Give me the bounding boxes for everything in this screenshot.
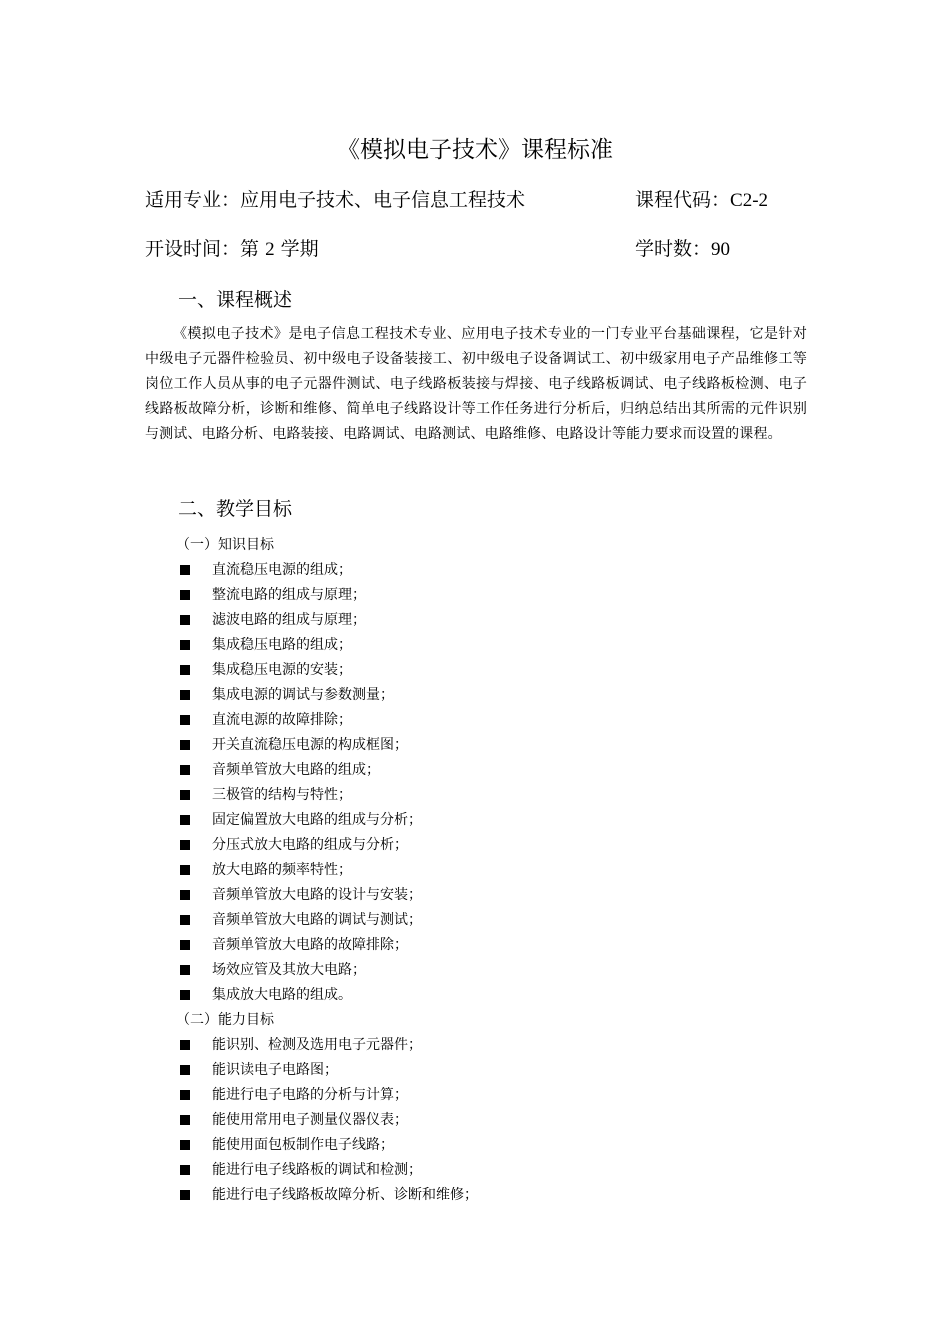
square-bullet-icon bbox=[180, 1190, 190, 1200]
list-item-text: 直流稳压电源的组成； bbox=[212, 562, 352, 578]
major-label: 适用专业：应用电子技术、电子信息工程技术 bbox=[145, 189, 526, 211]
list-item bbox=[178, 908, 422, 933]
ability-objectives-heading: （二）能力目标 bbox=[176, 1012, 274, 1028]
list-item-text: 整流电路的组成与原理； bbox=[212, 587, 366, 603]
term-label-suffix: 学期 bbox=[280, 238, 319, 260]
square-bullet-icon bbox=[180, 840, 190, 850]
square-bullet-icon bbox=[180, 665, 190, 675]
square-bullet-icon bbox=[180, 915, 190, 925]
page-title: 《模拟电子技术》课程标准 bbox=[337, 137, 613, 163]
square-bullet-icon bbox=[180, 640, 190, 650]
term-number: 2 bbox=[265, 239, 275, 260]
square-bullet-icon bbox=[180, 615, 190, 625]
list-item-text: 放大电路的频率特性； bbox=[212, 862, 352, 878]
square-bullet-icon bbox=[180, 715, 190, 725]
course-hours bbox=[635, 234, 730, 265]
list-item-text: 音频单管放大电路的调试与测试； bbox=[212, 912, 422, 928]
list-item-text: 能识别、检测及选用电子元器件； bbox=[212, 1037, 422, 1053]
list-item bbox=[178, 1033, 478, 1058]
course-code-value: C2-2 bbox=[730, 190, 769, 211]
square-bullet-icon bbox=[180, 1115, 190, 1125]
list-item bbox=[178, 633, 422, 658]
list-item bbox=[178, 783, 422, 808]
list-item-text: 滤波电路的组成与原理； bbox=[212, 612, 366, 628]
list-item bbox=[178, 1183, 478, 1208]
list-item-text: 固定偏置放大电路的组成与分析； bbox=[212, 812, 422, 828]
list-item bbox=[178, 558, 422, 583]
list-item-text: 能进行电子电路的分析与计算； bbox=[212, 1087, 408, 1103]
course-code-label: 课程代码： bbox=[635, 189, 731, 211]
square-bullet-icon bbox=[180, 1140, 190, 1150]
list-item bbox=[178, 583, 422, 608]
section-heading-objectives: 二、教学目标 bbox=[178, 498, 293, 520]
list-item bbox=[178, 883, 422, 908]
hours-label: 学时数： bbox=[635, 238, 712, 260]
square-bullet-icon bbox=[180, 815, 190, 825]
list-item-text: 分压式放大电路的组成与分析； bbox=[212, 837, 408, 853]
square-bullet-icon bbox=[180, 1040, 190, 1050]
list-item bbox=[178, 1158, 478, 1183]
course-code bbox=[635, 185, 768, 216]
list-item bbox=[178, 658, 422, 683]
list-item bbox=[178, 1058, 478, 1083]
square-bullet-icon bbox=[180, 740, 190, 750]
square-bullet-icon bbox=[180, 1165, 190, 1175]
square-bullet-icon bbox=[180, 890, 190, 900]
square-bullet-icon bbox=[180, 865, 190, 875]
list-item bbox=[178, 833, 422, 858]
list-item-text: 音频单管放大电路的故障排除； bbox=[212, 937, 408, 953]
list-item-text: 集成放大电路的组成。 bbox=[212, 987, 352, 1003]
list-item-text: 能进行电子线路板的调试和检测； bbox=[212, 1162, 422, 1178]
list-item bbox=[178, 958, 422, 983]
list-item bbox=[178, 683, 422, 708]
hours-value: 90 bbox=[711, 239, 731, 260]
ability-objectives-list bbox=[178, 1033, 478, 1208]
meta-row-major bbox=[145, 185, 805, 215]
list-item-text: 能使用面包板制作电子线路； bbox=[212, 1137, 394, 1153]
list-item-text: 场效应管及其放大电路； bbox=[212, 962, 366, 978]
square-bullet-icon bbox=[180, 1090, 190, 1100]
square-bullet-icon bbox=[180, 790, 190, 800]
list-item-text: 直流电源的故障排除； bbox=[212, 712, 352, 728]
list-item-text: 集成稳压电路的组成； bbox=[212, 637, 352, 653]
list-item-text: 音频单管放大电路的设计与安装； bbox=[212, 887, 422, 903]
list-item bbox=[178, 858, 422, 883]
square-bullet-icon bbox=[180, 565, 190, 575]
term-label-prefix: 开设时间：第 bbox=[145, 238, 260, 260]
list-item-text: 能进行电子线路板故障分析、诊断和维修； bbox=[212, 1187, 478, 1203]
list-item bbox=[178, 1133, 478, 1158]
square-bullet-icon bbox=[180, 940, 190, 950]
square-bullet-icon bbox=[180, 990, 190, 1000]
list-item-text: 能使用常用电子测量仪器仪表； bbox=[212, 1112, 408, 1128]
list-item bbox=[178, 1108, 478, 1133]
knowledge-objectives-list bbox=[178, 558, 422, 1008]
list-item bbox=[178, 608, 422, 633]
section-heading-overview: 一、课程概述 bbox=[178, 289, 293, 311]
square-bullet-icon bbox=[180, 590, 190, 600]
list-item bbox=[178, 1083, 478, 1108]
square-bullet-icon bbox=[180, 765, 190, 775]
list-item-text: 能识读电子电路图； bbox=[212, 1062, 338, 1078]
list-item-text: 集成电源的调试与参数测量； bbox=[212, 687, 394, 703]
list-item bbox=[178, 758, 422, 783]
list-item-text: 三极管的结构与特性； bbox=[212, 787, 352, 803]
list-item bbox=[178, 808, 422, 833]
list-item bbox=[178, 983, 422, 1008]
square-bullet-icon bbox=[180, 965, 190, 975]
list-item-text: 音频单管放大电路的组成； bbox=[212, 762, 380, 778]
meta-row-term bbox=[145, 234, 805, 264]
list-item bbox=[178, 933, 422, 958]
square-bullet-icon bbox=[180, 1065, 190, 1075]
square-bullet-icon bbox=[180, 690, 190, 700]
list-item bbox=[178, 708, 422, 733]
list-item bbox=[178, 733, 422, 758]
overview-paragraph: 《模拟电子技术》是电子信息工程技术专业、应用电子技术专业的一门专业平台基础课程，它是针对中级电子元器件检验员、初中级电子设备装接工、初中级电子设备调试工、初中级家用电子产品维修工等岗位工作人员从事的电子元器件测试、电子线路板装接与焊接、电子线路板调试、电子线路板检测、电子线路板故障分析，诊断和维修、简单电子线路设计等工作任务进行分析后，归纳总结出其所需的元件识别与测试、电路分析、电路装接、电路调试、电路测试、电路维修、电路设计等能力要求而设置的课程。 bbox=[145, 326, 807, 442]
knowledge-objectives-heading: （一）知识目标 bbox=[176, 537, 274, 553]
list-item-text: 开关直流稳压电源的构成框图； bbox=[212, 737, 408, 753]
list-item-text: 集成稳压电源的安装； bbox=[212, 662, 352, 678]
term-label bbox=[145, 234, 319, 265]
